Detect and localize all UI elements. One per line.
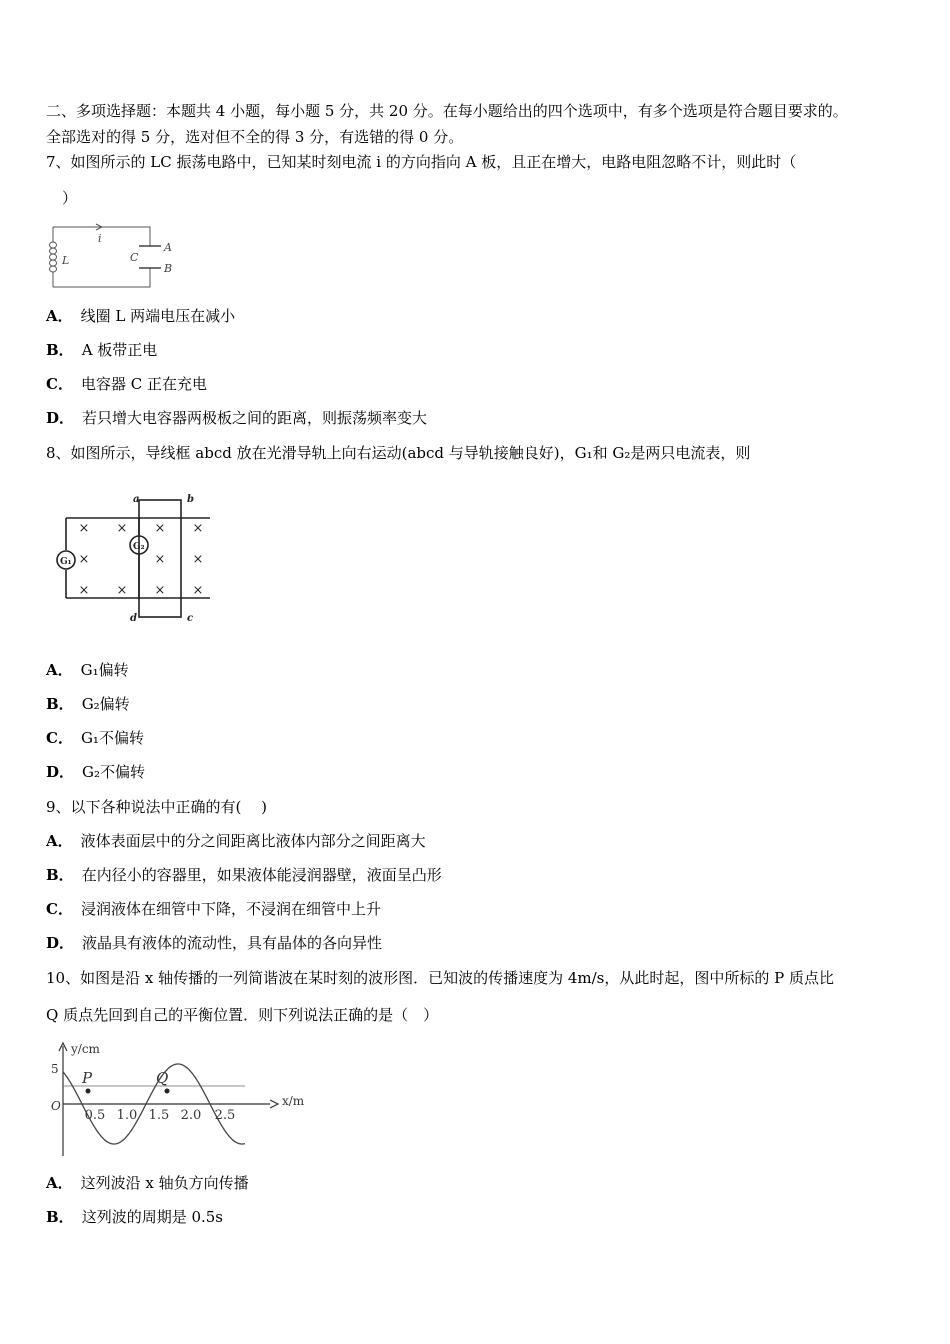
q7-label-C: C — [130, 251, 139, 264]
g2-label: G₂ — [133, 542, 145, 552]
q7-label-L: L — [62, 254, 70, 267]
q10-origin-label: O — [51, 1099, 61, 1113]
svg-text:×: × — [154, 583, 166, 598]
q8-label-b: b — [187, 494, 194, 505]
svg-text:×: × — [116, 521, 128, 536]
q10-stem-line2: Q 质点先回到自己的平衡位置．则下列说法正确的是（ ） — [46, 1006, 439, 1024]
q8-field-marks — [79, 521, 204, 598]
q8-option-b: B． G₂偏转 — [46, 695, 130, 713]
q7-option-c: C． 电容器 C 正在充电 — [46, 375, 207, 393]
q7-option-d: D． 若只增大电容器两极板之间的距离，则振荡频率变大 — [46, 409, 428, 427]
q9-option-b: B． 在内径小的容器里，如果液体能浸润器壁，液面呈凸形 — [46, 866, 442, 884]
q7-option-b: B． A 板带正电 — [46, 341, 158, 359]
q8-label-d: d — [130, 613, 137, 624]
svg-text:×: × — [192, 552, 204, 567]
svg-text:×: × — [78, 552, 90, 567]
q10-option-a: A． 这列波沿 x 轴负方向传播 — [46, 1174, 249, 1192]
q10-amp-label: 5 — [51, 1062, 59, 1076]
svg-text:2.5: 2.5 — [214, 1108, 236, 1123]
svg-text:×: × — [192, 521, 204, 536]
q10-point-q — [165, 1089, 170, 1094]
q7-coil — [50, 242, 57, 272]
q7-label-i: i — [98, 232, 102, 245]
q8-label-a: a — [133, 494, 140, 505]
q7-wire-bottom — [53, 268, 150, 287]
q10-y-label: y/cm — [71, 1042, 100, 1056]
q7-option-a: A． 线圈 L 两端电压在减小 — [46, 307, 236, 325]
svg-text:×: × — [78, 583, 90, 598]
section-instructions-line2: 全部选对的得 5 分，选对但不全的得 3 分，有选错的得 0 分。 — [46, 128, 464, 146]
q10-point-p — [86, 1089, 91, 1094]
svg-text:×: × — [116, 583, 128, 598]
q8-option-d: D． G₂不偏转 — [46, 763, 146, 781]
q10-x-label: x/m — [282, 1094, 305, 1108]
g1-label: G₁ — [60, 557, 72, 567]
q7-stem: 7、如图所示的 LC 振荡电路中，已知某时刻电流 i 的方向指向 A 板，且正在增大，电路电阻忽略不计，则此时（ — [46, 153, 797, 171]
q9-option-c: C． 浸润液体在细管中下降，不浸润在细管中上升 — [46, 900, 381, 918]
q7-lc-circuit-figure — [44, 220, 184, 290]
q8-wireframe-figure — [50, 490, 220, 625]
q8-option-a: A． G₁偏转 — [46, 661, 129, 679]
q10-wave-graph — [45, 1038, 315, 1160]
svg-text:1.0: 1.0 — [116, 1108, 138, 1123]
q9-option-d: D． 液晶具有液体的流动性，具有晶体的各向异性 — [46, 934, 383, 952]
q10-label-q: Q — [156, 1069, 169, 1087]
q10-label-p: P — [82, 1069, 93, 1087]
q9-stem: 9、以下各种说法中正确的有( ) — [46, 798, 268, 816]
q7-stem-end: ） — [62, 189, 78, 207]
svg-text:×: × — [154, 552, 166, 567]
q9-option-a: A． 液体表面层中的分之间距离比液体内部分之间距离大 — [46, 832, 426, 850]
q8-label-c: c — [187, 613, 194, 624]
q8-stem: 8、如图所示，导线框 abcd 放在光滑导轨上向右运动(abcd 与导轨接触良好)，G₁和 G₂是两只电流表，则 — [46, 444, 751, 462]
svg-text:×: × — [192, 583, 204, 598]
svg-text:2.0: 2.0 — [180, 1108, 202, 1123]
q7-label-B: B — [164, 262, 173, 275]
svg-text:×: × — [154, 521, 166, 536]
q7-label-A: A — [164, 241, 172, 254]
svg-text:0.5: 0.5 — [84, 1108, 106, 1123]
q10-stem-line1: 10、如图是沿 x 轴传播的一列简谐波在某时刻的波形图．已知波的传播速度为 4m/s，从此时起，图中所标的 P 质点比 — [46, 969, 835, 987]
section-instructions-line1: 二、多项选择题：本题共 4 小题，每小题 5 分，共 20 分。在每小题给出的四个选项中，有多个选项是符合题目要求的。 — [46, 102, 848, 120]
q10-option-b: B． 这列波的周期是 0.5s — [46, 1208, 224, 1226]
svg-text:×: × — [78, 521, 90, 536]
svg-text:1.5: 1.5 — [148, 1108, 170, 1123]
q8-option-c: C． G₁不偏转 — [46, 729, 144, 747]
